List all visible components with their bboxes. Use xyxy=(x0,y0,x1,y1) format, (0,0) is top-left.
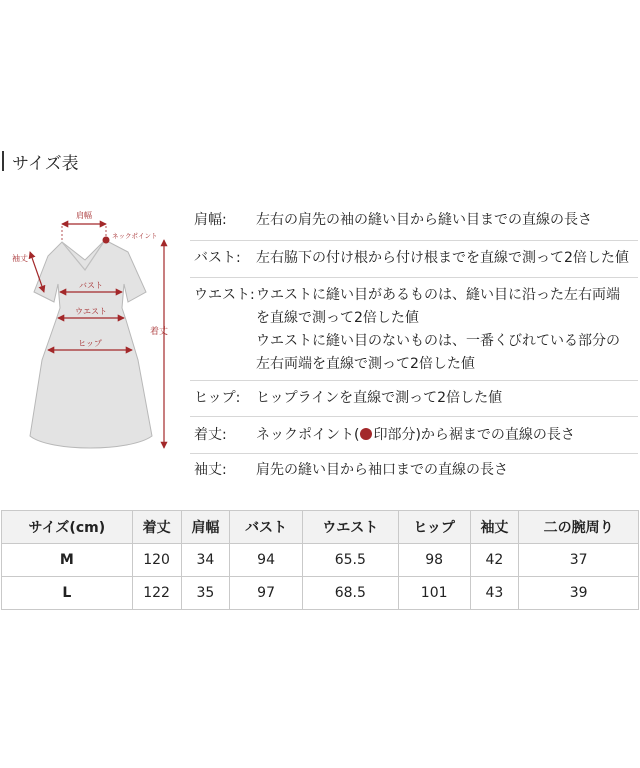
definition-term: ウエスト: xyxy=(194,287,255,303)
definition-text: 肩先の縫い目から袖口までの直線の長さ xyxy=(256,462,508,478)
section-title xyxy=(0,150,79,172)
column-header: 袖丈 xyxy=(470,511,519,544)
table-cell: 98 xyxy=(398,544,470,577)
definition-text: 左右両端を直線で測って2倍した値 xyxy=(256,356,475,372)
page-title: サイズ表 xyxy=(12,153,79,174)
definition-text: ウエストに縫い目があるものは、縫い目に沿った左右両端 xyxy=(256,287,620,303)
divider xyxy=(190,380,638,381)
definition-term: ヒップ: xyxy=(194,390,241,406)
table-cell: 68.5 xyxy=(302,577,398,610)
size-table xyxy=(1,510,639,610)
divider xyxy=(190,416,638,417)
table-cell: 122 xyxy=(132,577,181,610)
table-row xyxy=(2,544,639,577)
column-header: ウエスト xyxy=(302,511,398,544)
dress-diagram xyxy=(0,200,190,470)
table-cell: 101 xyxy=(398,577,470,610)
definition-text: 左右脇下の付け根から付け根までを直線で測って2倍した値 xyxy=(256,250,629,266)
table-cell: 120 xyxy=(132,544,181,577)
shoulder-label: 肩幅 xyxy=(76,211,92,220)
definition-text: ウエストに縫い目のないものは、一番くびれている部分の xyxy=(256,333,620,349)
definition-term: 着丈: xyxy=(194,427,227,443)
table-cell: 94 xyxy=(230,544,302,577)
divider xyxy=(190,240,638,241)
table-cell: 43 xyxy=(470,577,519,610)
column-header: ヒップ xyxy=(398,511,470,544)
table-cell: 34 xyxy=(181,544,230,577)
neck-point-dot xyxy=(103,237,110,244)
table-cell: 37 xyxy=(519,544,639,577)
neck-point-marker-icon xyxy=(360,428,372,440)
bust-label: バスト xyxy=(79,281,103,290)
table-cell: 97 xyxy=(230,577,302,610)
hip-label: ヒップ xyxy=(78,339,102,348)
definition-text: 印部分)から裾までの直線の長さ xyxy=(373,427,575,443)
column-header: 肩幅 xyxy=(181,511,230,544)
definition-term: 肩幅: xyxy=(194,212,227,228)
divider xyxy=(190,277,638,278)
table-cell: 65.5 xyxy=(302,544,398,577)
definition-term: バスト: xyxy=(194,250,241,266)
column-header: 着丈 xyxy=(132,511,181,544)
table-cell: 35 xyxy=(181,577,230,610)
definition-text: を直線で測って2倍した値 xyxy=(256,310,419,326)
sleeve-label: 袖丈 xyxy=(12,254,28,263)
title-rule xyxy=(2,151,4,171)
definition-text: 左右の肩先の袖の縫い目から縫い目までの直線の長さ xyxy=(256,212,592,228)
divider xyxy=(190,453,638,454)
table-cell: 39 xyxy=(519,577,639,610)
definition-term: 袖丈: xyxy=(194,462,227,478)
size-label: M xyxy=(2,544,133,577)
waist-label: ウエスト xyxy=(75,307,107,316)
column-header: バスト xyxy=(230,511,302,544)
dress-illustration xyxy=(0,200,190,470)
table-header-row xyxy=(2,511,639,544)
column-header: サイズ(cm) xyxy=(2,511,133,544)
column-header: 二の腕周り xyxy=(519,511,639,544)
table-row xyxy=(2,577,639,610)
length-label: 着丈 xyxy=(150,327,169,337)
table-cell: 42 xyxy=(470,544,519,577)
definition-text: ヒップラインを直線で測って2倍した値 xyxy=(256,390,503,406)
definition-text: ネックポイント( xyxy=(256,427,360,443)
size-label: L xyxy=(2,577,133,610)
neck-point-label: ネックポイント xyxy=(112,232,158,240)
